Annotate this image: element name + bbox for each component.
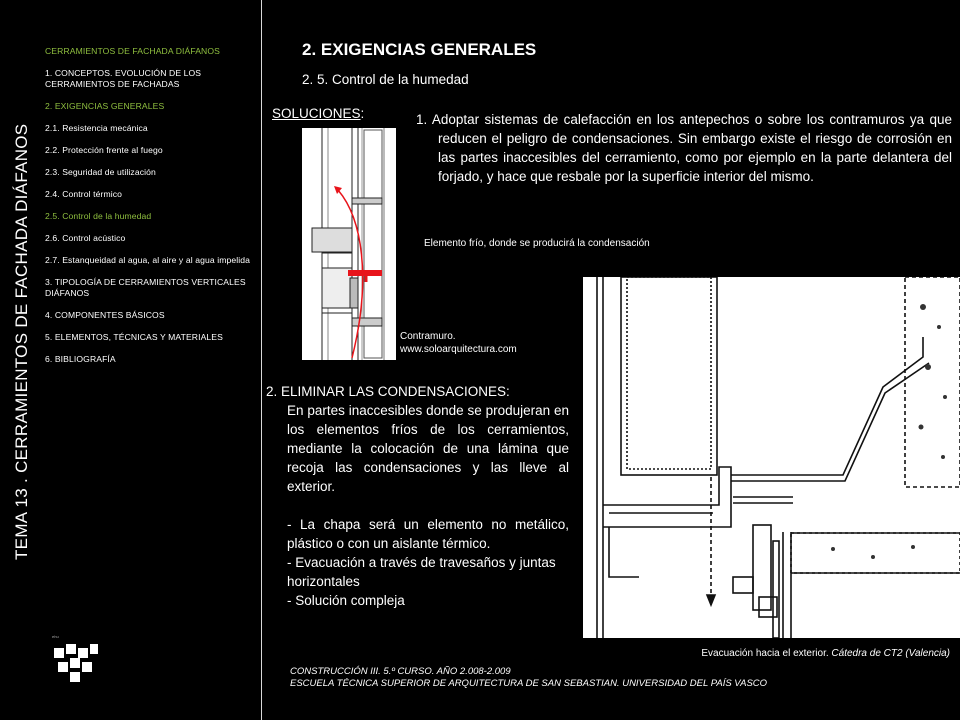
- caption-contramuro: [400, 330, 517, 356]
- nav-item-heading[interactable]: CERRAMIENTOS DE FACHADA DIÁFANOS: [45, 46, 220, 56]
- solutions-colon: :: [360, 106, 365, 121]
- nav-item-humedad[interactable]: 2.5. Control de la humedad: [45, 211, 152, 221]
- footer-line-2: ESCUELA TÉCNICA SUPERIOR DE ARQUITECTURA DE SAN SEBASTIAN. UNIVERSIDAD DEL PAÍS VASCO: [290, 678, 768, 689]
- nav-item-termico[interactable]: 2.4. Control térmico: [45, 189, 122, 199]
- caption-evacuation: [701, 648, 950, 659]
- nav-item-estanqueidad[interactable]: 2.7. Estanqueidad al agua, al aire y al agua impelida: [45, 255, 251, 265]
- caption-evacuation-text: Evacuación hacia el exterior.: [701, 648, 832, 659]
- nav-item-elementos[interactable]: 5. ELEMENTOS, TÉCNICAS Y MATERIALES: [45, 332, 223, 342]
- sidebar-nav: [45, 46, 250, 376]
- sidebar-divider: [261, 0, 262, 720]
- page-subtitle: 2. 5. Control de la humedad: [302, 72, 469, 87]
- point-2-bullet-3: - Solución compleja: [287, 593, 405, 608]
- nav-item-fuego[interactable]: 2.2. Protección frente al fuego: [45, 145, 163, 155]
- point-1-text: 1. Adoptar sistemas de calefacción en los antepechos o sobre los contramuros ya que reducen el peligro de condensaciones. Sin embargo existe el riesgo de corrosión en las partes inaccesibles del cerramiento, como por ejemplo en la parte delantera del forjado, y hace que resbale por la superficie interior del mismo.: [416, 112, 952, 184]
- evacuation-detail-drawing: [583, 277, 960, 638]
- page-title: 2. EXIGENCIAS GENERALES: [302, 40, 537, 59]
- caption-cold-element: Elemento frío, donde se producirá la condensación: [424, 238, 650, 249]
- logo-text: ehu: [52, 634, 59, 639]
- nav-item-conceptos[interactable]: 1. CONCEPTOS. EVOLUCIÓN DE LOS CERRAMIENTOS DE FACHADAS: [45, 68, 202, 89]
- nav-item-exigencias[interactable]: 2. EXIGENCIAS GENERALES: [45, 101, 165, 111]
- caption-contramuro-line2: www.soloarquitectura.com: [400, 344, 517, 355]
- point-2-heading: 2. ELIMINAR LAS CONDENSACIONES:: [266, 384, 510, 399]
- point-2-body: En partes inaccesibles donde se produjeran en los elementos fríos de los cerramientos, mediante la colocación de una lámina que recoja las condensaciones y las lleve al exterior.: [287, 403, 569, 494]
- solutions-label: [272, 106, 364, 121]
- nav-item-componentes[interactable]: 4. COMPONENTES BÁSICOS: [45, 310, 165, 320]
- nav-item-resistencia[interactable]: 2.1. Resistencia mecánica: [45, 123, 148, 133]
- point-2-bullet-1: - La chapa será un elemento no metálico, plástico o con un aislante térmico.: [287, 517, 569, 551]
- nav-item-acustico[interactable]: 2.6. Control acústico: [45, 233, 126, 243]
- solutions-label-text: SOLUCIONES: [272, 106, 361, 121]
- caption-evacuation-source: Cátedra de CT2 (Valencia): [831, 648, 950, 659]
- university-logo-icon: [50, 632, 102, 684]
- point-2-bullet-2: - Evacuación a través de travesaños y juntas horizontales: [287, 555, 556, 589]
- nav-item-bibliografia[interactable]: 6. BIBLIOGRAFÍA: [45, 354, 116, 364]
- footer-line-1: CONSTRUCCIÓN III. 5.º CURSO. AÑO 2.008-2.009: [290, 666, 511, 677]
- nav-item-tipologia[interactable]: 3. TIPOLOGÍA DE CERRAMIENTOS VERTICALES DIÁFANOS: [45, 277, 246, 298]
- contramuro-drawing: [302, 128, 396, 360]
- caption-contramuro-line1: Contramuro.: [400, 331, 456, 342]
- nav-item-seguridad[interactable]: 2.3. Seguridad de utilización: [45, 167, 156, 177]
- point-2-block: [266, 382, 569, 610]
- vertical-title: TEMA 13 . CERRAMIENTOS DE FACHADA DIÁFANOS: [12, 123, 31, 560]
- spacer: [266, 496, 569, 515]
- footer: [290, 666, 767, 690]
